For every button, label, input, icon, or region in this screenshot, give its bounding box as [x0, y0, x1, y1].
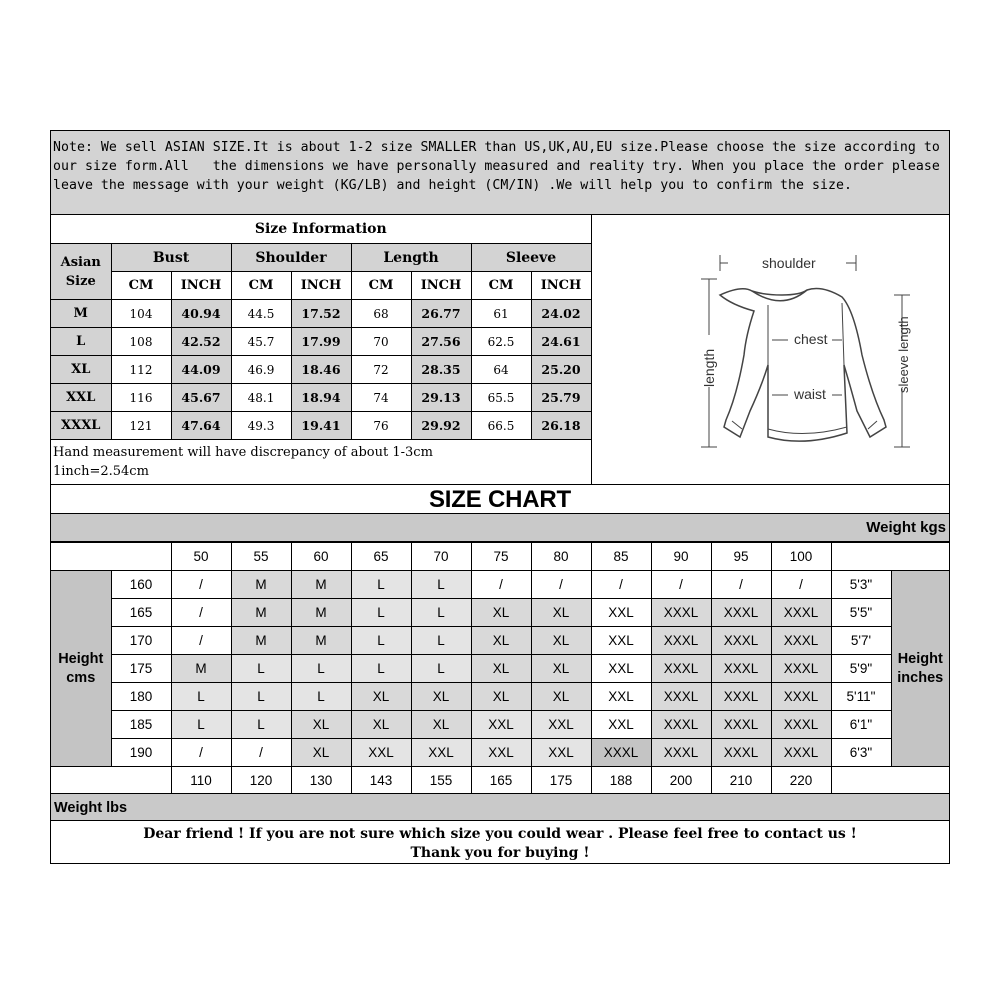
weight-kg-value: 70: [411, 543, 471, 571]
inch-value: 27.56: [411, 328, 471, 356]
recommended-size: /: [591, 571, 651, 599]
recommended-size: L: [291, 683, 351, 711]
weight-kg-value: 55: [231, 543, 291, 571]
cuff-rib: [732, 421, 877, 429]
cm-value: 66.5: [471, 412, 531, 440]
recommended-size: XXL: [471, 739, 531, 767]
cm-value: 70: [351, 328, 411, 356]
note-line-1: Note: We sell ASIAN SIZE.It is about 1-2 size SMALLER than US,UK,AU,EU size.Please choose the size according to: [53, 140, 940, 155]
inch-value: 28.35: [411, 356, 471, 384]
recommended-size: XXL: [531, 739, 591, 767]
corner-cell: [831, 543, 949, 571]
size-information-title: Size Information: [51, 215, 591, 244]
recommended-size: L: [411, 599, 471, 627]
size-label: XL: [51, 356, 111, 384]
weight-kg-value: 100: [771, 543, 831, 571]
size-info-row: [51, 300, 591, 328]
footer-line-2: Thank you for buying !: [410, 845, 590, 861]
shoulder-label: shoulder: [762, 255, 816, 271]
unit-header: INCH: [411, 272, 471, 300]
recommended-size: /: [711, 571, 771, 599]
inch-value: 40.94: [171, 300, 231, 328]
weight-lbs-value: 130: [291, 767, 351, 795]
cm-value: 68: [351, 300, 411, 328]
inch-value: 29.92: [411, 412, 471, 440]
chest-label: chest: [794, 331, 828, 347]
size-chart-row: [51, 627, 949, 655]
weight-kgs-label: Weight kgs: [51, 514, 949, 542]
bust-header: Bust: [111, 244, 231, 272]
height-inch-value: 5'5": [831, 599, 891, 627]
recommended-size: L: [351, 599, 411, 627]
recommended-size: XXXL: [651, 655, 711, 683]
inch-value: 47.64: [171, 412, 231, 440]
weight-lbs-value: 200: [651, 767, 711, 795]
shoulder-header: Shoulder: [231, 244, 351, 272]
recommended-size: L: [351, 627, 411, 655]
recommended-size: XXXL: [771, 627, 831, 655]
recommended-size: XL: [351, 683, 411, 711]
height-inch-value: 6'1": [831, 711, 891, 739]
recommended-size: /: [651, 571, 711, 599]
cm-value: 121: [111, 412, 171, 440]
size-chart-row: [51, 599, 949, 627]
inch-value: 25.79: [531, 384, 591, 412]
recommended-size: /: [771, 571, 831, 599]
recommended-size: XXXL: [711, 739, 771, 767]
cm-value: 61: [471, 300, 531, 328]
recommended-size: XXXL: [651, 683, 711, 711]
length-header: Length: [351, 244, 471, 272]
weight-kg-value: 60: [291, 543, 351, 571]
size-chart-row: [51, 571, 949, 599]
weight-kg-value: 80: [531, 543, 591, 571]
cm-value: 62.5: [471, 328, 531, 356]
recommended-size: XXL: [591, 683, 651, 711]
recommended-size: XXXL: [771, 683, 831, 711]
cm-value: 76: [351, 412, 411, 440]
recommended-size: L: [171, 711, 231, 739]
weight-lbs-value: 175: [531, 767, 591, 795]
recommended-size: L: [231, 655, 291, 683]
recommended-size: /: [171, 599, 231, 627]
weight-lbs-value: 120: [231, 767, 291, 795]
weight-lbs-value: 220: [771, 767, 831, 795]
size-info-row: [51, 412, 591, 440]
hand-note-line-1: Hand measurement will have discrepancy of about 1-3cm: [53, 445, 433, 460]
weight-lbs-value: 165: [471, 767, 531, 795]
size-chart-row: [51, 711, 949, 739]
sweater-diagram: [592, 215, 949, 484]
recommended-size: XXXL: [771, 655, 831, 683]
corner-cell: [831, 767, 949, 795]
recommended-size: XXXL: [771, 711, 831, 739]
recommended-size: XL: [411, 711, 471, 739]
height-cm-value: 170: [111, 627, 171, 655]
recommended-size: XL: [471, 655, 531, 683]
cm-value: 46.9: [231, 356, 291, 384]
recommended-size: /: [531, 571, 591, 599]
right-armhole: [842, 303, 844, 365]
cm-value: 74: [351, 384, 411, 412]
recommended-size: L: [231, 683, 291, 711]
recommended-size: L: [411, 571, 471, 599]
corner-cell: [51, 543, 171, 571]
recommended-size: XXXL: [771, 739, 831, 767]
recommended-size: XXXL: [711, 599, 771, 627]
length-label: length: [701, 348, 717, 387]
weight-kg-value: 90: [651, 543, 711, 571]
measurement-diagram: [591, 215, 949, 484]
inch-value: 19.41: [291, 412, 351, 440]
size-info-row: [51, 384, 591, 412]
cm-value: 116: [111, 384, 171, 412]
sleeve-length-label: sleeve length: [896, 316, 911, 393]
hem-rib: [768, 427, 847, 434]
weight-lbs-value: 143: [351, 767, 411, 795]
inch-value: 26.77: [411, 300, 471, 328]
recommended-size: XL: [351, 711, 411, 739]
recommended-size: XXL: [351, 739, 411, 767]
size-chart-title: SIZE CHART: [51, 485, 949, 514]
recommended-size: M: [231, 599, 291, 627]
recommended-size: XXXL: [711, 627, 771, 655]
weight-lbs-label: Weight lbs: [51, 793, 949, 821]
size-chart-row: [51, 739, 949, 767]
height-inch-value: 5'11": [831, 683, 891, 711]
weight-lbs-value: 210: [711, 767, 771, 795]
recommended-size: XL: [291, 711, 351, 739]
size-chart-row: [51, 655, 949, 683]
sleeve-header: Sleeve: [471, 244, 591, 272]
cm-value: 64: [471, 356, 531, 384]
height-inches-label: Height inches: [891, 571, 949, 767]
recommended-size: XXXL: [651, 627, 711, 655]
height-cms-label: Height cms: [51, 571, 111, 767]
inch-value: 24.61: [531, 328, 591, 356]
recommended-size: XXL: [411, 739, 471, 767]
size-note: [51, 131, 949, 215]
cm-value: 108: [111, 328, 171, 356]
recommended-size: XXXL: [651, 599, 711, 627]
cm-value: 104: [111, 300, 171, 328]
weight-kg-value: 65: [351, 543, 411, 571]
hand-measurement-note: [53, 443, 433, 481]
weight-lbs-value: 155: [411, 767, 471, 795]
recommended-size: L: [291, 655, 351, 683]
size-info-row: [51, 356, 591, 384]
size-information-table: [51, 215, 592, 440]
height-cm-value: 180: [111, 683, 171, 711]
inch-value: 24.02: [531, 300, 591, 328]
weight-kg-value: 85: [591, 543, 651, 571]
height-inch-value: 5'9": [831, 655, 891, 683]
recommended-size: XXL: [471, 711, 531, 739]
inch-value: 18.94: [291, 384, 351, 412]
recommended-size: XXL: [591, 711, 651, 739]
inch-value: 18.46: [291, 356, 351, 384]
size-chart-sheet: [50, 130, 950, 864]
cm-value: 44.5: [231, 300, 291, 328]
recommended-size: XXXL: [711, 683, 771, 711]
inch-value: 17.52: [291, 300, 351, 328]
cm-value: 48.1: [231, 384, 291, 412]
inch-value: 26.18: [531, 412, 591, 440]
height-cm-value: 175: [111, 655, 171, 683]
height-cm-value: 165: [111, 599, 171, 627]
cm-value: 112: [111, 356, 171, 384]
size-information-section: [51, 215, 949, 485]
recommended-size: XXL: [591, 627, 651, 655]
recommended-size: XXXL: [651, 739, 711, 767]
recommended-size: XL: [471, 599, 531, 627]
corner-cell: [51, 767, 171, 795]
recommended-size: XL: [531, 599, 591, 627]
recommended-size: XXXL: [771, 599, 831, 627]
recommended-size: XL: [411, 683, 471, 711]
recommended-size: /: [171, 627, 231, 655]
cm-value: 49.3: [231, 412, 291, 440]
size-chart-table: [51, 542, 949, 795]
recommended-size: XL: [531, 655, 591, 683]
unit-header: CM: [471, 272, 531, 300]
recommended-size: XXXL: [711, 711, 771, 739]
cm-value: 65.5: [471, 384, 531, 412]
inch-value: 42.52: [171, 328, 231, 356]
size-info-row: [51, 328, 591, 356]
inch-value: 25.20: [531, 356, 591, 384]
waist-label: waist: [794, 386, 826, 402]
weight-kg-value: 75: [471, 543, 531, 571]
recommended-size: /: [471, 571, 531, 599]
height-inch-value: 5'3": [831, 571, 891, 599]
unit-header: CM: [231, 272, 291, 300]
size-label: XXXL: [51, 412, 111, 440]
recommended-size: M: [291, 627, 351, 655]
inch-value: 44.09: [171, 356, 231, 384]
recommended-size: M: [291, 571, 351, 599]
footer-line-1: Dear friend ! If you are not sure which size you could wear . Please feel free to contact us !: [143, 826, 857, 842]
recommended-size: XL: [471, 627, 531, 655]
recommended-size: XXL: [531, 711, 591, 739]
unit-header: CM: [351, 272, 411, 300]
recommended-size: M: [231, 571, 291, 599]
weight-lbs-value: 188: [591, 767, 651, 795]
unit-header: CM: [111, 272, 171, 300]
note-line-2: our size form.All the dimensions we have personally measured and reality try. When you place the order please: [53, 159, 940, 174]
height-cm-value: 190: [111, 739, 171, 767]
recommended-size: XL: [471, 683, 531, 711]
footer-message: [51, 821, 949, 863]
recommended-size: L: [411, 655, 471, 683]
cm-value: 72: [351, 356, 411, 384]
size-chart-row: [51, 683, 949, 711]
recommended-size: /: [171, 739, 231, 767]
recommended-size: M: [171, 655, 231, 683]
height-cm-value: 160: [111, 571, 171, 599]
weight-kg-value: 95: [711, 543, 771, 571]
recommended-size: /: [231, 739, 291, 767]
size-label: M: [51, 300, 111, 328]
hand-note-line-2: 1inch=2.54cm: [53, 464, 149, 479]
inch-value: 29.13: [411, 384, 471, 412]
recommended-size: L: [231, 711, 291, 739]
recommended-size: /: [171, 571, 231, 599]
unit-header: INCH: [171, 272, 231, 300]
height-inch-value: 5'7': [831, 627, 891, 655]
unit-header: INCH: [291, 272, 351, 300]
unit-header: INCH: [531, 272, 591, 300]
asian-size-header: Asian Size: [51, 244, 111, 300]
recommended-size: XXXL: [651, 711, 711, 739]
note-line-3: leave the message with your weight (KG/LB) and height (CM/IN) .We will help you to confirm the size.: [53, 178, 852, 193]
size-label: XXL: [51, 384, 111, 412]
size-label: L: [51, 328, 111, 356]
recommended-size: L: [351, 571, 411, 599]
recommended-size: XL: [291, 739, 351, 767]
cm-value: 45.7: [231, 328, 291, 356]
recommended-size: XL: [531, 683, 591, 711]
inch-value: 17.99: [291, 328, 351, 356]
sweater-outline: [720, 289, 886, 442]
recommended-size: XL: [531, 627, 591, 655]
height-cm-value: 185: [111, 711, 171, 739]
weight-kg-value: 50: [171, 543, 231, 571]
recommended-size: XXXL: [591, 739, 651, 767]
recommended-size: M: [291, 599, 351, 627]
recommended-size: M: [231, 627, 291, 655]
inch-value: 45.67: [171, 384, 231, 412]
recommended-size: L: [411, 627, 471, 655]
recommended-size: L: [351, 655, 411, 683]
recommended-size: XXXL: [711, 655, 771, 683]
weight-lbs-value: 110: [171, 767, 231, 795]
recommended-size: XXL: [591, 599, 651, 627]
recommended-size: L: [171, 683, 231, 711]
recommended-size: XXL: [591, 655, 651, 683]
height-inch-value: 6'3": [831, 739, 891, 767]
